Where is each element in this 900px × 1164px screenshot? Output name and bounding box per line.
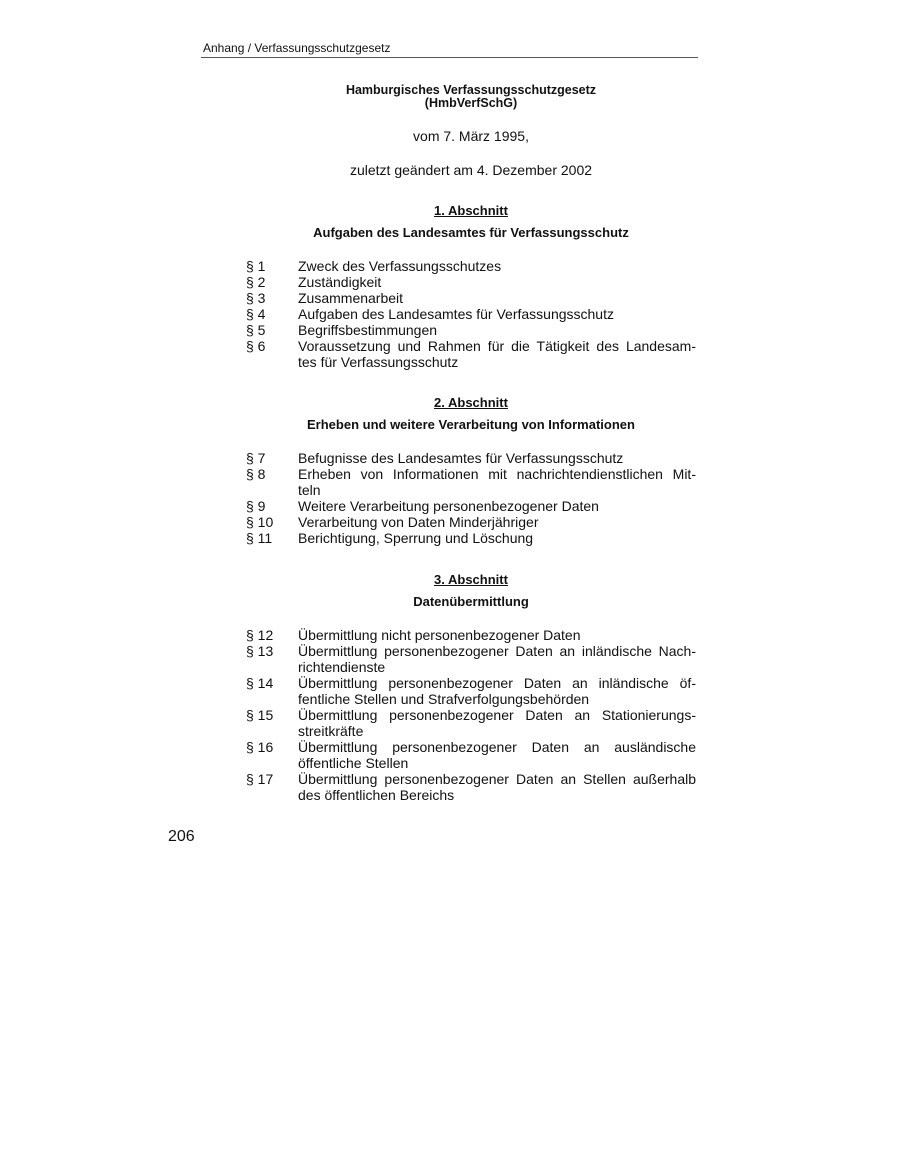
paragraph-title — [298, 450, 696, 466]
paragraph-title-line: Zuständigkeit — [298, 274, 382, 290]
paragraph-title-line: öffentliche Stellen — [298, 755, 409, 771]
toc-entry — [246, 627, 696, 643]
section-subtitle: Aufgaben des Landesamtes für Verfassungsschutz — [313, 225, 629, 240]
toc-entry — [246, 707, 696, 739]
paragraph-title — [298, 306, 696, 322]
toc-entry — [246, 322, 696, 338]
paragraph-number: § 4 — [246, 306, 266, 322]
paragraph-title — [298, 466, 696, 498]
paragraph-title-line: streitkräfte — [298, 723, 364, 739]
paragraph-title — [298, 290, 696, 306]
running-header: Anhang / Verfassungsschutzgesetz — [203, 41, 391, 55]
paragraph-title — [298, 627, 696, 643]
section-heading-text: 1. Abschnitt — [434, 203, 508, 218]
section-toc — [246, 258, 696, 370]
paragraph-title-line: Übermittlung personenbezogener Daten an inländische öf- — [298, 675, 696, 691]
toc-entry — [246, 530, 696, 546]
paragraph-title-line: Voraussetzung und Rahmen für die Tätigkeit des Landesam- — [298, 338, 696, 354]
paragraph-title-line: Übermittlung personenbezogener Daten an inländische Nach- — [298, 643, 696, 659]
paragraph-title-line: tes für Verfassungsschutz — [298, 354, 459, 370]
paragraph-title — [298, 274, 696, 290]
paragraph-number: § 2 — [246, 274, 266, 290]
paragraph-number: § 11 — [246, 530, 273, 546]
paragraph-title-line: Erheben von Informationen mit nachrichtendienstlichen Mit- — [298, 466, 696, 482]
paragraph-title-line: Übermittlung nicht personenbezogener Daten — [298, 627, 581, 643]
paragraph-title-line: Weitere Verarbeitung personenbezogener Daten — [298, 498, 599, 514]
paragraph-title-line: Befugnisse des Landesamtes für Verfassungsschutz — [298, 450, 624, 466]
toc-entry — [246, 675, 696, 707]
paragraph-title — [298, 514, 696, 530]
paragraph-number: § 14 — [246, 675, 274, 691]
section-toc — [246, 450, 696, 546]
paragraph-title-line: richtendienste — [298, 659, 386, 675]
section-heading-text: 3. Abschnitt — [434, 572, 508, 587]
paragraph-number: § 9 — [246, 498, 266, 514]
section-heading-text: 2. Abschnitt — [434, 395, 508, 410]
paragraph-number: § 5 — [246, 322, 266, 338]
paragraph-number: § 7 — [246, 450, 266, 466]
toc-entry — [246, 306, 696, 322]
paragraph-title-line: Verarbeitung von Daten Minderjähriger — [298, 514, 539, 530]
section-subtitle: Datenübermittlung — [413, 594, 529, 609]
paragraph-title-line: Berichtigung, Sperrung und Löschung — [298, 530, 534, 546]
toc-entry — [246, 274, 696, 290]
toc-entry — [246, 290, 696, 306]
paragraph-title-line: Übermittlung personenbezogener Daten an Stationierungs- — [298, 707, 696, 723]
paragraph-title — [298, 258, 696, 274]
title-abbreviation: (HmbVerfSchG) — [424, 96, 518, 110]
paragraph-number: § 6 — [246, 338, 266, 354]
paragraph-title — [298, 739, 696, 771]
paragraph-title-line: Aufgaben des Landesamtes für Verfassungsschutz — [298, 306, 614, 322]
paragraph-number: § 13 — [246, 643, 274, 659]
section-subtitle: Erheben und weitere Verarbeitung von Informationen — [307, 417, 635, 432]
paragraph-title — [298, 643, 696, 675]
paragraph-title — [298, 498, 696, 514]
paragraph-number: § 16 — [246, 739, 274, 755]
paragraph-title — [298, 771, 696, 803]
paragraph-title-line: Übermittlung personenbezogener Daten an Stellen außerhalb — [298, 771, 696, 787]
toc-entry — [246, 514, 696, 530]
toc-entry — [246, 466, 696, 498]
toc-entry — [246, 498, 696, 514]
toc-entry — [246, 450, 696, 466]
paragraph-number: § 3 — [246, 290, 266, 306]
amendment-date: zuletzt geändert am 4. Dezember 2002 — [349, 162, 593, 178]
paragraph-title — [298, 707, 696, 739]
section-heading — [246, 395, 696, 410]
toc-entry — [246, 739, 696, 771]
paragraph-number: § 17 — [246, 771, 274, 787]
paragraph-number: § 8 — [246, 466, 266, 482]
paragraph-title — [298, 675, 696, 707]
paragraph-number: § 10 — [246, 514, 274, 530]
paragraph-title-line: teln — [298, 482, 321, 498]
paragraph-title — [298, 338, 696, 370]
page-number: 206 — [168, 828, 195, 845]
paragraph-title-line: Zusammenarbeit — [298, 290, 404, 306]
section-heading — [246, 203, 696, 218]
paragraph-title-line: Begriffsbestimmungen — [298, 322, 438, 338]
document-title — [246, 84, 696, 110]
paragraph-title-line: Übermittlung personenbezogener Daten an ausländische — [298, 739, 696, 755]
paragraph-title-line: des öffentlichen Bereichs — [298, 787, 455, 803]
paragraph-title-line: Zweck des Verfassungsschutzes — [298, 258, 502, 274]
toc-entry — [246, 338, 696, 370]
header-rule — [201, 57, 698, 58]
toc-entry — [246, 771, 696, 803]
toc-entry — [246, 643, 696, 675]
section-heading — [246, 572, 696, 587]
paragraph-title — [298, 530, 696, 546]
enactment-date: vom 7. März 1995, — [413, 128, 529, 144]
paragraph-title — [298, 322, 696, 338]
paragraph-number: § 1 — [246, 258, 266, 274]
paragraph-title-line: fentliche Stellen und Strafverfolgungsbehörden — [298, 691, 590, 707]
paragraph-number: § 15 — [246, 707, 274, 723]
paragraph-number: § 12 — [246, 627, 274, 643]
title-line: Hamburgisches Verfassungsschutzgesetz — [345, 83, 597, 97]
toc-entry — [246, 258, 696, 274]
section-toc — [246, 627, 696, 803]
